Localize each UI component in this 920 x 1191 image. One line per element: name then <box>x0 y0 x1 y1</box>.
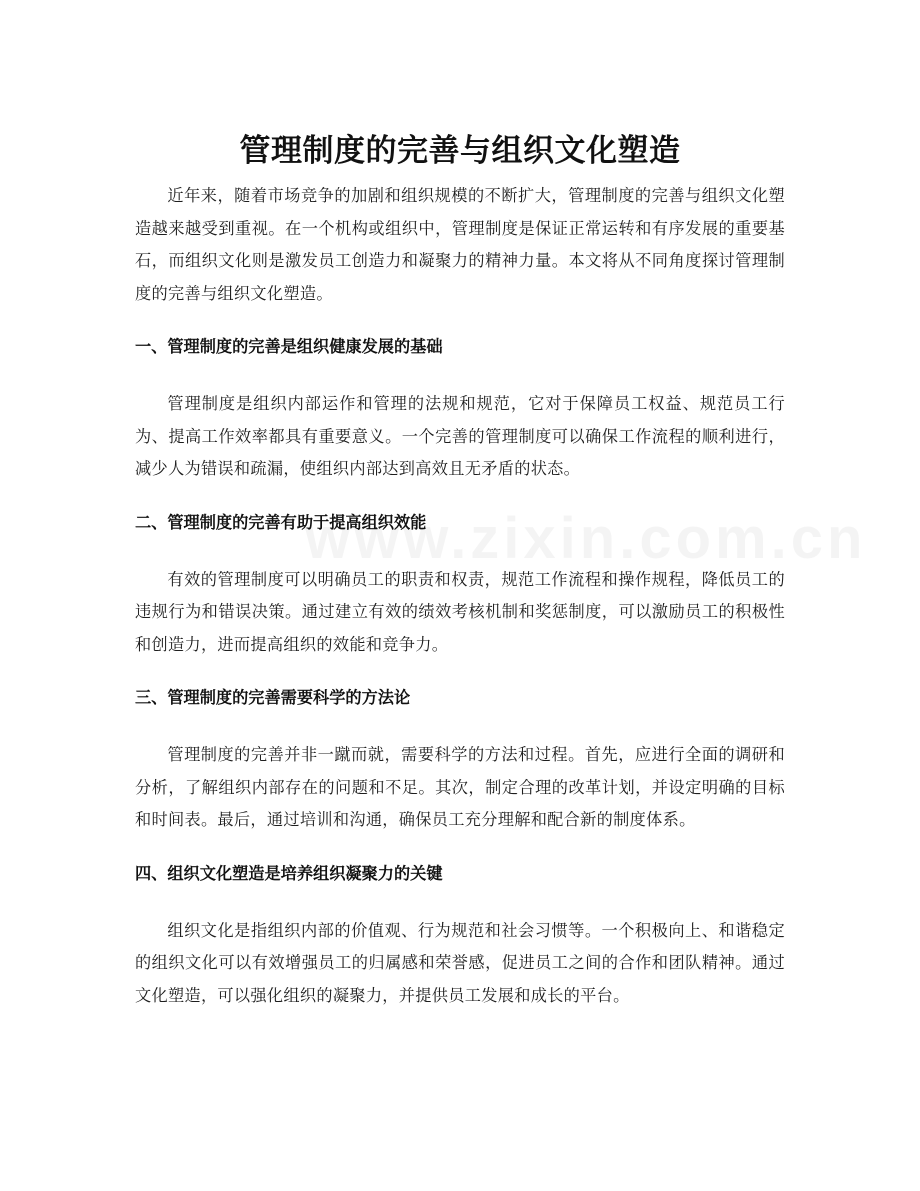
section-4-heading: 四、组织文化塑造是培养组织凝聚力的关键 <box>135 863 443 883</box>
document-title: 管理制度的完善与组织文化塑造 <box>239 132 681 169</box>
section-3-heading: 三、管理制度的完善需要科学的方法论 <box>135 688 411 707</box>
intro-paragraph: 近年来，随着市场竞争的加剧和组织规模的不断扩大，管理制度的完善与组织文化塑造越来越受到重视。在一个机构或组织中，管理制度是保证正常运转和有序发展的重要基石，而组织文化则是激发员工创造力和凝聚力的精神力量。本文将从不同角度探讨管理制度的完善与组织文化塑造。 <box>135 186 785 303</box>
section-1-heading: 一、管理制度的完善是组织健康发展的基础 <box>135 337 443 356</box>
section-1-paragraph: 管理制度是组织内部运作和管理的法规和规范，它对于保障员工权益、规范员工行为、提高工作效率都具有重要意义。一个完善的管理制度可以确保工作流程的顺利进行，减少人为错误和疏漏，使组织内部达到高效且无矛盾的状态。 <box>135 394 785 478</box>
section-2-heading: 二、管理制度的完善有助于提高组织效能 <box>135 512 427 532</box>
document-body <box>135 180 785 1033</box>
section-3-paragraph: 管理制度的完善并非一蹴而就，需要科学的方法和过程。首先，应进行全面的调研和分析，了解组织内部存在的问题和不足。其次，制定合理的改革计划，并设定明确的目标和时间表。最后，通过培训和沟通，确保员工充分理解和配合新的制度体系。 <box>135 745 785 829</box>
section-2-paragraph: 有效的管理制度可以明确员工的职责和权责，规范工作流程和操作规程，降低员工的违规行为和错误决策。通过建立有效的绩效考核机制和奖惩制度，可以激励员工的积极性和创造力，进而提高组织的效能和竞争力。 <box>135 569 785 654</box>
section-4-paragraph: 组织文化是指组织内部的价值观、行为规范和社会习惯等。一个积极向上、和谐稳定的组织文化可以有效增强员工的归属感和荣誉感，促进员工之间的合作和团队精神。通过文化塑造，可以强化组织的凝聚力，并提供员工发展和成长的平台。 <box>135 920 785 1005</box>
